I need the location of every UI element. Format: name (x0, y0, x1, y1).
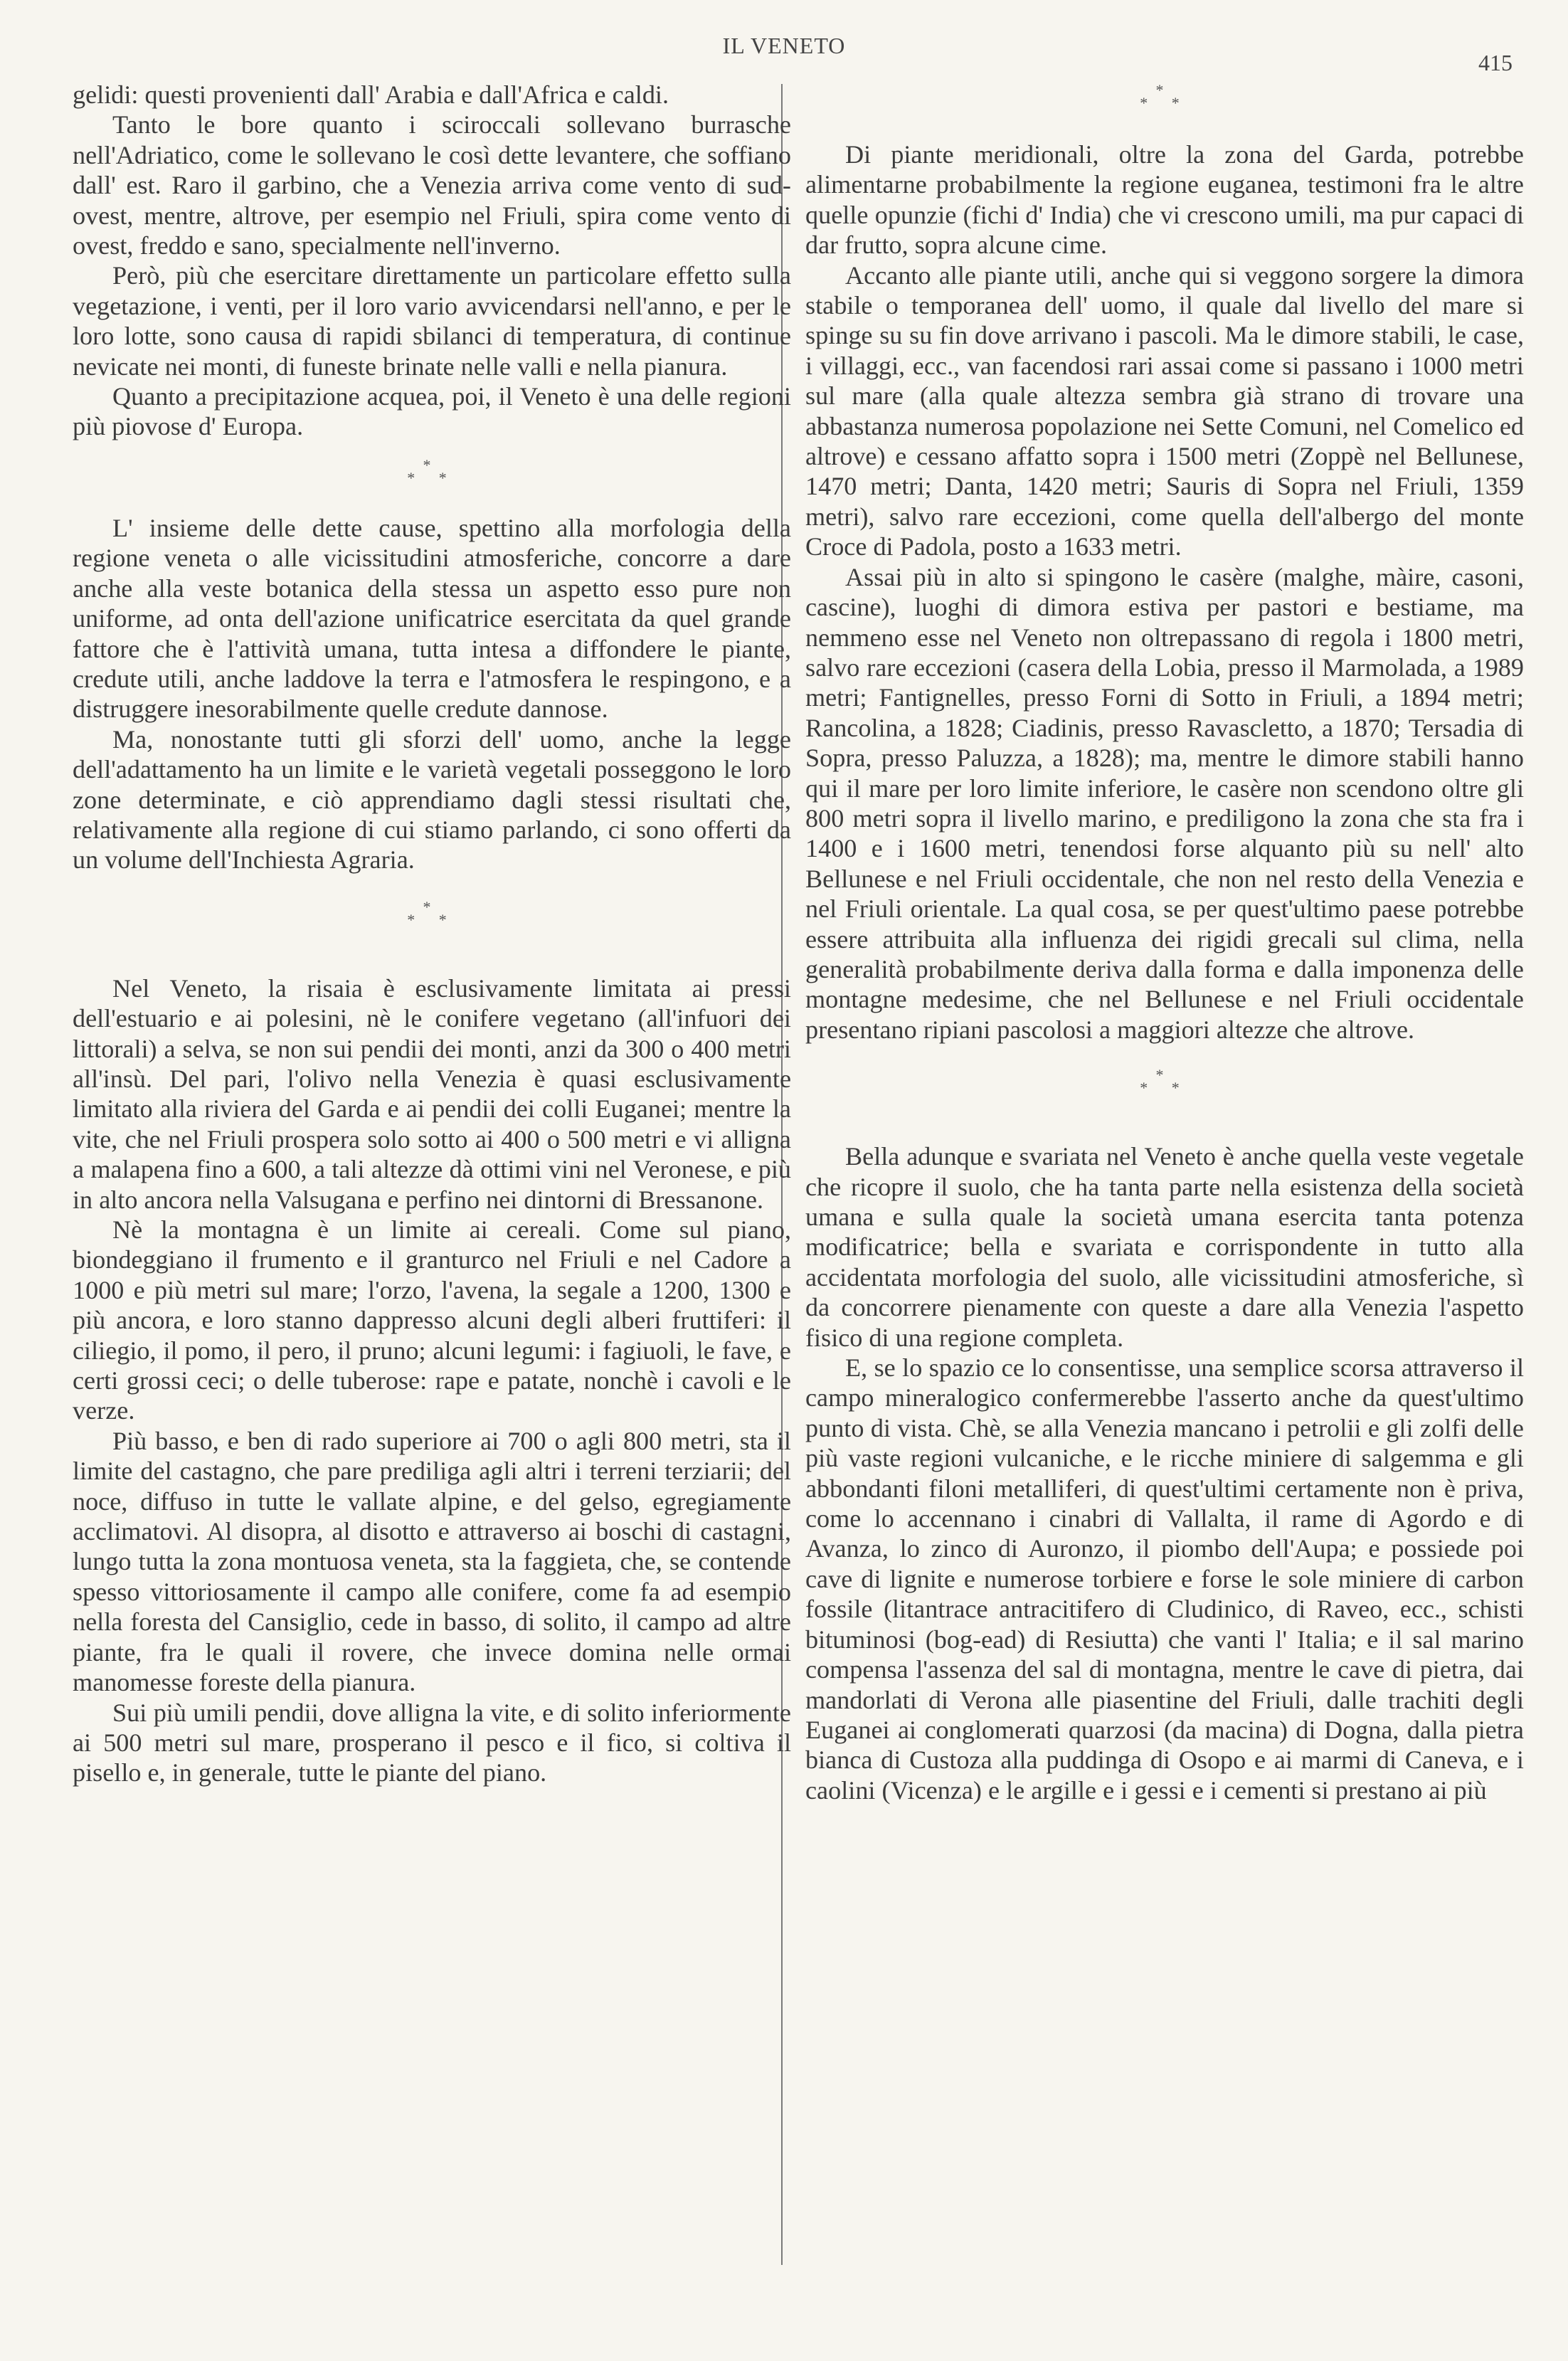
running-header: IL VENETO (722, 33, 846, 58)
paragraph: Sui più umili pendii, dove alligna la vite, e di solito inferiormente ai 500 metri sul mare, prosperano il pesco e il fico, si coltiva il pisello e, in generale, tutte le piante del piano. (73, 1698, 791, 1787)
paragraph: Tanto le bore quanto i sciroccali sollevano burrasche nell'Adriatico, come le sollevano le così dette levantere, che soffiano dall' est. Raro il garbino, che a Venezia arriva come vento di sud-ovest, mentre, altrove, per esempio nel Friuli, spira come vento di ovest, freddo e sano, specialmente nell'inverno. (73, 110, 791, 260)
paragraph: Bella adunque e svariata nel Veneto è anche quella veste vegetale che ricopre il suolo, che ha tanta parte nella esistenza della società umana e sulla quale la società umana esercita tanta potenza modificatrice; bella e svariata e corrispondente in tutto alla accidentata morfologia del suolo, alle vicissitudini atmosferiche, sì da concorrere pienamente con queste a dare alla Venezia l'aspetto fisico di una regione completa. (805, 1142, 1524, 1352)
right-column (805, 139, 1524, 1805)
section-separator (73, 442, 791, 513)
paragraph: Nè la montagna è un limite ai cereali. Come sul piano, biondeggiano il frumento e il granturco nel Friuli e nel Cadore a 1000 e più metri sul mare; l'orzo, l'avena, la segale a 1200, 1300 e più ancora, e loro stanno dappresso alcuni degli alberi fruttiferi: il ciliegio, il pomo, il pero, il pruno; alcuni legumi: i fagiuoli, le fave, e certi grossi ceci; o delle tuberose: rape e patate, nonchè i cavoli e le verze. (73, 1215, 791, 1425)
paragraph: Quanto a precipitazione acquea, poi, il Veneto è una delle regioni più piovose d' Europa. (73, 382, 791, 441)
paragraph: Però, più che esercitare direttamente un particolare effetto sulla vegetazione, i venti, per il loro vario avvicendarsi nell'anno, e per le loro lotte, sono causa di rapidi sbilanci di temperatura, di continue nevicate nei monti, di funeste brinate nelle valli e nella pianura. (73, 261, 791, 381)
asterism-bottom: * * (407, 910, 457, 929)
asterism-top: * (423, 897, 441, 916)
paragraph: E, se lo spazio ce lo consentisse, una semplice scorsa attraverso il campo mineralogico confermerebbe l'asserto anche da quest'ultimo punto di vista. Chè, se alla Venezia mancano i petrolii e gli zolfi delle più vaste regioni vulcaniche, e le ricche miniere di salgemma e gli abbondanti filoni metalliferi, di quest'ultimi certamente non è priva, come lo accennano i cinabri di Vallalta, il rame di Agordo e di Avanza, lo zinco di Auronzo, il piombo dell'Aupa; e possiede poi cave di lignite e numerose torbiere e forse le sole miniere di carbon fossile (litantrace antracitifero di Cludinico, di Raveo, ecc., schisti bituminosi (bog-ead) di Resiutta) che vanti l' Italia; e il sal marino compensa l'assenza del sal di montagna, mentre le cave di pietra, dai mandorlati di Verona alle piasentine del Friuli, dalle trachiti degli Euganei ai conglomerati quarzosi (da macina) di Dogna, dalla pietra bianca di Custoza alla puddinga di Osopo e ai marmi di Caneva, e i caolini (Vicenza) e le argille e i gessi e i cementi si prestano ai più (805, 1353, 1524, 1805)
asterism-top: * (1155, 1066, 1174, 1084)
section-separator (805, 1045, 1524, 1141)
paragraph: L' insieme delle dette cause, spettino alla morfologia della regione veneta o alle vicissitudini atmosferiche, concorre a dare anche alla veste botanica della stessa un aspetto esso pure non uniforme, ad onta dell'azione unificatrice esercitata da quel grande fattore che è l'attività umana, tutta intesa a diffondere le piante, credute utili, anche laddove la terra e l'atmosfera le respingono, e a distruggere inesorabilmente quelle credute dannose. (73, 513, 791, 724)
asterism-bottom: * * (1140, 94, 1190, 112)
section-separator (73, 875, 791, 973)
section-separator (805, 81, 1524, 112)
left-column (73, 80, 791, 1788)
paragraph: Ma, nonostante tutti gli sforzi dell' uomo, anche la legge dell'adattamento ha un limite e le varietà vegetali posseggono le loro zone determinate, e ciò apprendiamo dagli stessi risultati che, relativamente alla regione di cui stiamo parlando, ci sono offerti da un volume dell'Inchiesta Agraria. (73, 724, 791, 875)
page-number: 415 (1478, 50, 1513, 75)
paragraph: Accanto alle piante utili, anche qui si veggono sorgere la dimora stabile o temporanea dell' uomo, il quale dal livello del mare si spinge su su fin dove arrivano i pascoli. Ma le dimore stabili, le case, i villaggi, ecc., van facendosi rari assai come si passano i 1000 metri sul mare (alla quale altezza sembra già strano di trovare una abbastanza numerosa popolazione nei Sette Comuni, nel Comelico ed altrove) e cessano affatto sopra i 1500 metri (Zoppè nel Bellunese, 1470 metri; Danta, 1420 metri; Sauris di Sopra nel Friuli, 1359 metri), salvo rare eccezioni, come quella dell'albergo del monte Croce di Padola, posto a 1633 metri. (805, 260, 1524, 561)
paragraph: Di piante meridionali, oltre la zona del Garda, potrebbe alimentarne probabilmente la regione euganea, testimoni fra le altre quelle opunzie (fichi d' India) che vi crescono umili, ma pur capaci di dar frutto, sopra alcune cime. (805, 140, 1524, 260)
asterism-bottom: * * (1140, 1079, 1190, 1097)
asterism-top: * (1155, 81, 1174, 99)
paragraph: Assai più in alto si spingono le casère (malghe, màire, casoni, cascine), luoghi di dimora estiva per pastori e bestiame, ma nemmeno esse nel Veneto non oltrepassano di regola i 1800 metri, salvo rare eccezioni (casera della Lobia, presso il Marmolada, a 1989 metri; Fantignelles, presso Forni di Sotto in Friuli, a 1894 metri; Rancolina, a 1828; Ciadinis, presso Ravascletto, a 1870; Tersadia di Sopra, presso Paluzza, a 1828); ma, mentre le dimore stabili hanno qui il mare per loro limite inferiore, le casère non scendono oltre gli 800 metri sopra il livello marino, e prediligono la zona che sta fra i 1400 e i 1600 metri, tenendosi forse alquanto più su nell' alto Bellunese e nel Friuli occidentale, che non nel resto della Venezia e nel Friuli orientale. La qual cosa, se per quest'ultimo paese potrebbe essere attribuita alla influenza dei rigidi grecali sul clima, nella generalità probabilmente deriva dalla forma e dalla imponenza delle montagne medesime, che nel Bellunese e nel Friuli occidentale presentano ripiani pascolosi a maggiori altezze che altrove. (805, 562, 1524, 1044)
asterism-top: * (423, 455, 441, 474)
paragraph: Nel Veneto, la risaia è esclusivamente limitata ai pressi dell'estuario e ai polesini, nè le conifere vegetano (all'infuori dei littorali) a selva, se non sui pendii dei monti, anzi da 300 o 400 metri all'insù. Del pari, l'olivo nella Venezia è quasi esclusivamente limitato alla riviera del Garda e ai pendii dei colli Euganei; mentre la vite, che nel Friuli prospera solo sotto ai 400 o 500 metri e vi alligna a malapena fino a 600, a tali altezze dà ottimi vini nel Veronese, e più in alto ancora nella Valsugana e perfino nei dintorni di Bressanone. (73, 973, 791, 1214)
asterism-bottom: * * (407, 468, 457, 487)
paragraph: Più basso, e ben di rado superiore ai 700 o agli 800 metri, sta il limite del castagno, che pare prediliga agli altri i terreni terziarii; del noce, diffuso in tutte le vallate alpine, e del gelso, egregiamente acclimatovi. Al disopra, al disotto e attraverso ai boschi di castagni, lungo tutta la zona montuosa veneta, sta la faggieta, che, se contende spesso vittoriosamente il campo alle conifere, come fa ad esempio nella foresta del Cansiglio, cede in basso, di solito, il campo ad altre piante, fra le quali il rovere, che invece domina nelle ormai manomesse foreste della pianura. (73, 1426, 791, 1697)
paragraph: gelidi: questi provenienti dall' Arabia e dall'Africa e caldi. (73, 80, 669, 109)
